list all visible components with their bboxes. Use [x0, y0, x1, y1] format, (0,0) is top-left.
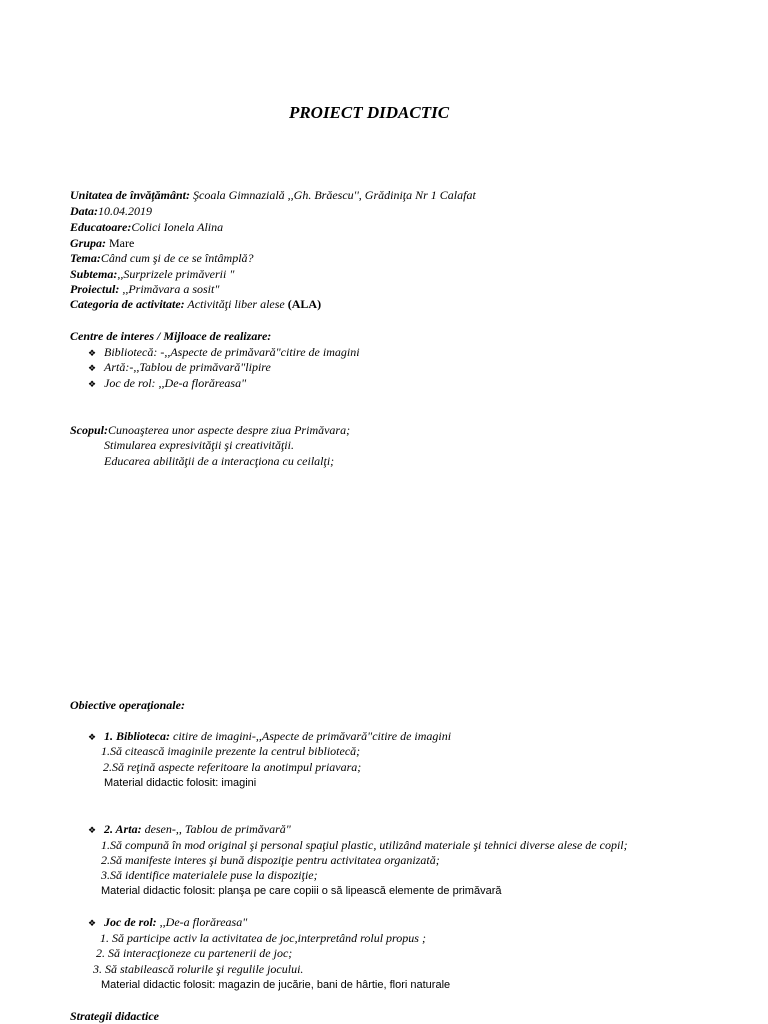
centre-item-joc [88, 376, 246, 391]
strategii-heading: Strategii didactice [70, 1009, 159, 1023]
diamond-bullet-icon: ❖ [88, 825, 97, 835]
educatoare-line [70, 220, 223, 234]
obiective-heading: Obiective operaţionale: [70, 698, 185, 712]
centre-item-label: Joc de rol [104, 376, 152, 390]
proiectul-value: ,,Primăvara a sosit" [119, 282, 220, 296]
subtema-value: ,,Surprizele primăverii " [117, 267, 235, 281]
categoria-line [70, 297, 321, 311]
group-text: citire de imagini-,,Aspecte de primăvară"citire de imagini [170, 729, 452, 743]
categoria-suffix: (ALA) [287, 297, 322, 311]
subtema-label: Subtema: [70, 267, 118, 281]
obiective-group-arta [88, 822, 291, 837]
categoria-label: Categoria de activitate: [70, 297, 185, 311]
diamond-bullet-icon: ❖ [88, 348, 97, 358]
page-title: PROIECT DIDACTIC [288, 103, 450, 122]
centre-item-label: Bibliotecă: [104, 345, 158, 359]
obiective-group-biblioteca [88, 729, 451, 744]
unitatea-value: Şcoala Gimnazială ,,Gh. Brăescu'', Grădiniţa Nr 1 Calafat [190, 188, 476, 202]
scopul-label: Scopul: [70, 423, 109, 437]
centre-heading: Centre de interes / Mijloace de realizare: [70, 329, 272, 343]
grupa-line [70, 236, 134, 250]
obiective-item: 2.Să manifeste interes şi bună dispoziţie pentru activitatea organizată; [101, 853, 440, 867]
material-line: Material didactic folosit: imagini [104, 777, 257, 789]
unitatea-label: Unitatea de învățământ: [70, 188, 190, 202]
obiective-item: 1.Să compună în mod original şi personal spaţiul plastic, utilizând materiale şi tehnici diverse alese de copil; [101, 838, 628, 852]
material-line: Material didactic folosit: magazin de jucărie, bani de hârtie, flori naturale [101, 979, 451, 991]
grupa-label: Grupa: [70, 236, 107, 250]
group-label: 1. Biblioteca: [104, 729, 170, 743]
proiectul-label: Proiectul: [70, 282, 120, 296]
tema-label: Tema: [70, 251, 101, 265]
group-text: desen-,, Tablou de primăvară" [141, 822, 291, 836]
data-line [70, 204, 152, 218]
centre-item-text: -,,Aspecte de primăvară"citire de imagini [157, 345, 360, 359]
diamond-bullet-icon: ❖ [88, 363, 97, 373]
proiectul-line [70, 282, 219, 296]
grupa-value: Mare [106, 236, 135, 250]
centre-item-text: : ,,De-a florăreasa" [151, 376, 247, 390]
diamond-bullet-icon: ❖ [88, 918, 97, 928]
educatoare-value: Colici Ionela Alina [131, 220, 224, 234]
centre-item-label: Artă: [104, 360, 130, 374]
obiective-item: 3.Să identifice materialele puse la dispoziţie; [101, 868, 318, 882]
diamond-bullet-icon: ❖ [88, 732, 97, 742]
diamond-bullet-icon: ❖ [88, 379, 97, 389]
tema-line [70, 251, 254, 265]
centre-item-arta [88, 360, 271, 375]
educatoare-label: Educatoare: [70, 220, 132, 234]
material-line: Material didactic folosit: planşa pe care copiii o să lipească elemente de primăvară [101, 885, 502, 897]
obiective-item: 2. Să interacţioneze cu partenerii de joc; [96, 946, 293, 960]
scopul-line-3: Educarea abilităţii de a interacţiona cu ceilalţi; [104, 454, 335, 468]
centre-item-biblioteca [88, 345, 360, 360]
obiective-item: 1.Să citească imaginile prezente la centrul bibliotecă; [101, 744, 361, 758]
data-value: 10.04.2019 [98, 204, 152, 218]
scopul-line-1 [70, 423, 350, 437]
obiective-item: 1. Să participe activ la activitatea de joc,interpretând rolul propus ; [100, 931, 426, 945]
centre-item-text: -,,Tablou de primăvară"lipire [129, 360, 271, 374]
categoria-value: Activităţi liber alese [184, 297, 288, 311]
data-label: Data: [70, 204, 98, 218]
obiective-item: 3. Să stabilească rolurile şi regulile jocului. [93, 962, 304, 976]
scopul-line-2: Stimularea expresivităţii şi creativităţii. [104, 438, 294, 452]
unitatea-line [70, 188, 476, 202]
subtema-line [70, 267, 234, 281]
obiective-group-joc [88, 915, 247, 930]
group-label: Joc de rol: [104, 915, 157, 929]
group-label: 2. Arta: [104, 822, 142, 836]
obiective-item: 2.Să reţină aspecte referitoare la anotimpul priavara; [103, 760, 362, 774]
scopul-text: Cunoaşterea unor aspecte despre ziua Primăvara; [108, 423, 351, 437]
tema-value: Când cum şi de ce se întâmplă? [100, 251, 254, 265]
group-text: ,,De-a florăreasa" [156, 915, 248, 929]
